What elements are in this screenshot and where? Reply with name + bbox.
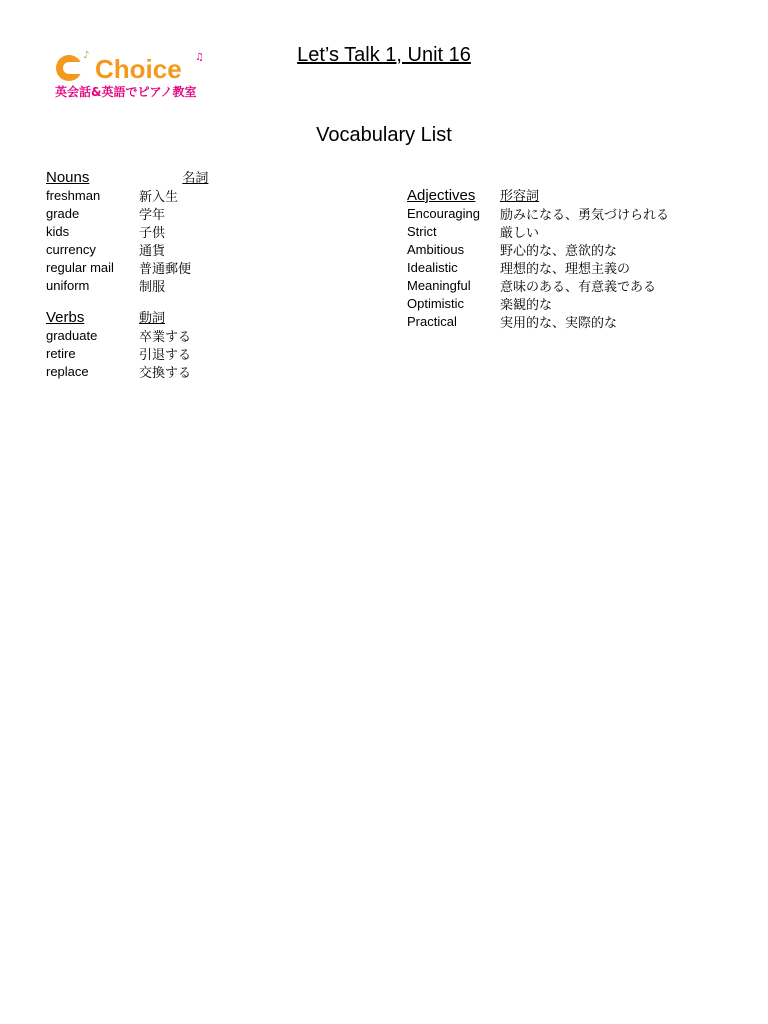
- vocab-row: [46, 222, 376, 240]
- vocab-row: [46, 258, 376, 276]
- vocab-translation: 新入生: [139, 188, 179, 204]
- vocab-translation: 励みになる、勇気づけられる: [500, 206, 670, 222]
- vocab-translation: 理想的な、理想主義の: [500, 260, 631, 276]
- vocab-translation: 実用的な、実際的な: [500, 314, 618, 330]
- verbs-heading-en: Verbs: [46, 309, 85, 326]
- vocab-word: Encouraging: [407, 205, 480, 221]
- vocab-word: regular mail: [46, 259, 114, 275]
- vocab-word: currency: [46, 241, 96, 257]
- vocab-row: [46, 326, 376, 344]
- vocab-word: Practical: [407, 313, 457, 329]
- adjectives-heading-en: Adjectives: [407, 187, 476, 204]
- vocab-row: [407, 276, 737, 294]
- verbs-heading: [46, 304, 376, 326]
- vocab-row: [46, 204, 376, 222]
- page-subtitle: Vocabulary List: [316, 124, 452, 146]
- vocab-word: freshman: [46, 187, 101, 203]
- adjectives-heading-ja: 形容詞: [500, 188, 540, 203]
- vocab-word: Strict: [407, 223, 437, 239]
- vocab-word: Meaningful: [407, 277, 471, 293]
- vocab-row: [407, 312, 737, 330]
- left-column: [46, 164, 376, 380]
- vocab-translation: 意味のある、有意義である: [500, 278, 657, 294]
- vocab-row: [46, 240, 376, 258]
- vocab-translation: 制服: [139, 278, 166, 294]
- vocab-word: Idealistic: [407, 259, 458, 275]
- vocab-translation: 交換する: [139, 364, 192, 380]
- vocab-row: [46, 276, 376, 294]
- vocab-translation: 子供: [139, 224, 166, 240]
- logo-brand-text: Choice: [95, 54, 182, 84]
- vocab-word: grade: [46, 205, 80, 221]
- vocab-row: [46, 362, 376, 380]
- svg-text:♪: ♪: [83, 50, 90, 61]
- vocab-word: Ambitious: [407, 241, 465, 257]
- vocab-translation: 厳しい: [500, 224, 540, 240]
- vocab-row: [407, 222, 737, 240]
- vocab-word: Optimistic: [407, 295, 465, 311]
- vocab-word: replace: [46, 363, 89, 379]
- vocab-row: [407, 258, 737, 276]
- logo-tagline-text: 英会話&英語でピアノ教室: [55, 85, 197, 99]
- right-column: [407, 182, 737, 330]
- page-title: Let’s Talk 1, Unit 16: [297, 44, 471, 66]
- vocab-word: retire: [46, 345, 76, 361]
- vocab-row: [407, 294, 737, 312]
- vocab-row: [407, 240, 737, 258]
- vocab-translation: 学年: [139, 206, 166, 222]
- svg-text:♫: ♫: [195, 52, 204, 63]
- vocab-translation: 引退する: [139, 346, 192, 362]
- nouns-heading-en: Nouns: [46, 169, 90, 186]
- verbs-heading-ja: 動詞: [139, 310, 166, 325]
- vocab-translation: 卒業する: [139, 328, 192, 344]
- vocab-translation: 通貨: [139, 242, 166, 258]
- adjectives-heading: [407, 182, 737, 204]
- vocab-translation: 楽観的な: [500, 296, 553, 312]
- vocab-translation: 野心的な、意欲的な: [500, 242, 618, 258]
- vocab-word: kids: [46, 223, 70, 239]
- vocab-word: uniform: [46, 277, 90, 293]
- nouns-heading: [46, 164, 376, 186]
- nouns-heading-ja: 名詞: [182, 170, 209, 185]
- vocab-translation: 普通郵便: [139, 260, 192, 276]
- vocab-word: graduate: [46, 327, 98, 343]
- vocab-row: [46, 344, 376, 362]
- vocab-row: [46, 186, 376, 204]
- vocab-row: [407, 204, 737, 222]
